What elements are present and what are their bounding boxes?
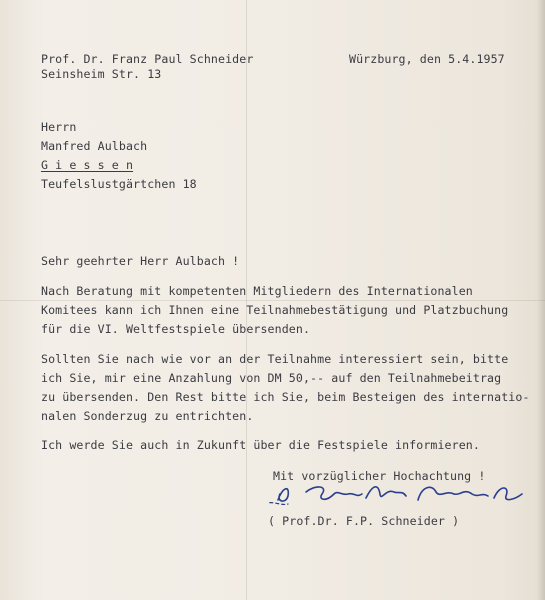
greeting: Sehr geehrter Herr Aulbach ! xyxy=(41,254,240,268)
paragraph2-line: Sollten Sie nach wie vor an der Teilnahme interessiert sein, bitte xyxy=(41,352,509,366)
paragraph1-line: Nach Beratung mit kompetenten Mitgliedern des Internationalen xyxy=(41,284,473,298)
sender-street: Seinsheim Str. 13 xyxy=(41,67,162,81)
paragraph2-line: zu übersenden. Den Rest bitte ich Sie, beim Besteigen des internatio- xyxy=(41,390,530,404)
place-date: Würzburg, den 5.4.1957 xyxy=(349,52,505,66)
sender-name: Prof. Dr. Franz Paul Schneider xyxy=(41,52,254,66)
signature-name: ( Prof.Dr. F.P. Schneider ) xyxy=(268,514,460,528)
recipient-name: Manfred Aulbach xyxy=(41,139,148,153)
paragraph2-line: nalen Sonderzug zu entrichten. xyxy=(41,409,254,423)
paper-fold-horizontal xyxy=(0,300,545,301)
paragraph3: Ich werde Sie auch in Zukunft über die Festspiele informieren. xyxy=(41,438,480,452)
paragraph2-line: ich Sie, mir eine Anzahlung von DM 50,-- auf den Teilnahmebeitrag xyxy=(41,371,502,385)
paragraph1-line: Komitees kann ich Ihnen eine Teilnahmebestätigung und Platzbuchung xyxy=(41,303,509,317)
recipient-salutation: Herrn xyxy=(41,120,77,134)
recipient-street: Teufelslustgärtchen 18 xyxy=(41,177,197,191)
handwritten-signature xyxy=(268,474,528,510)
paragraph1-line: für die VI. Weltfestspiele übersenden. xyxy=(41,322,311,336)
paper-edge xyxy=(537,0,545,600)
closing: Mit vorzüglicher Hochachtung ! xyxy=(273,469,486,483)
recipient-city: G i e s s e n xyxy=(41,158,134,172)
